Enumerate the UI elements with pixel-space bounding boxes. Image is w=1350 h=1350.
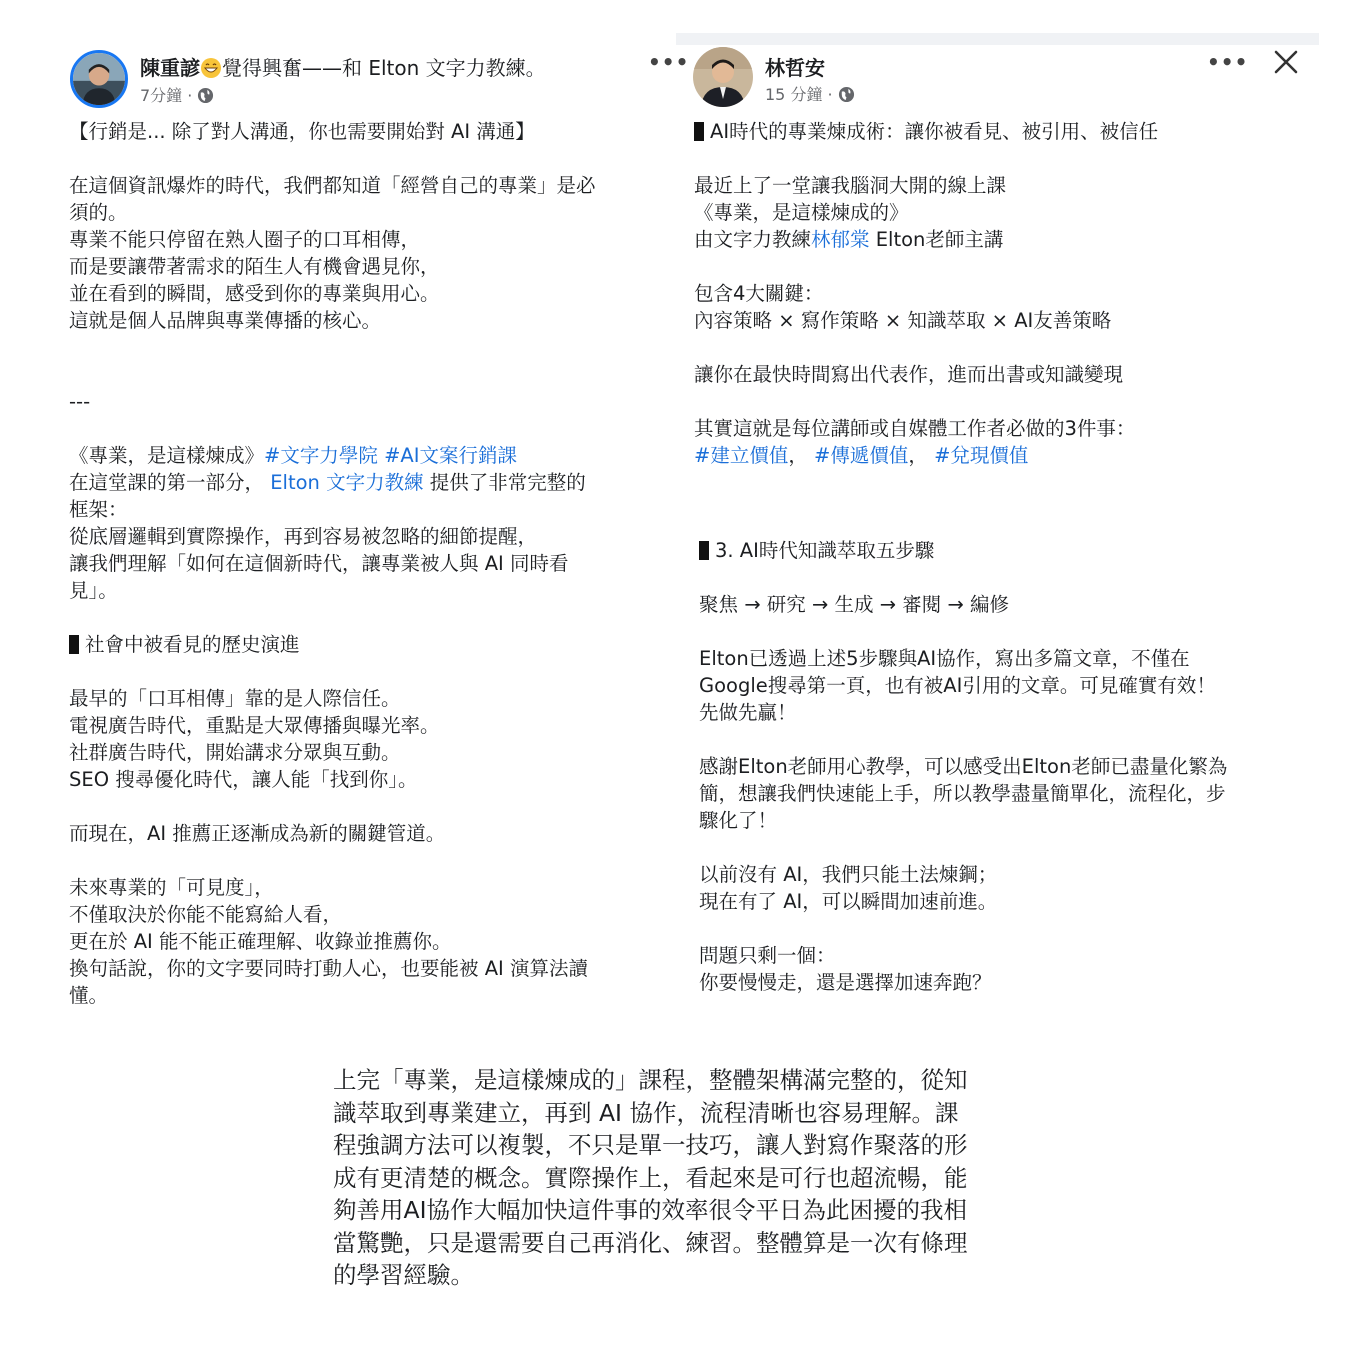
post-line: 未來專業的「可見度」，: [69, 876, 274, 899]
post-line: [694, 226, 1158, 253]
review-line: 識萃取到專業建立，再到 AI 協作，流程清晰也容易理解。課: [333, 1098, 959, 1127]
post-line: 問題只剩一個：: [699, 944, 836, 967]
post-line: 專業不能只停留在熟人圈子的口耳相傳，: [69, 228, 421, 251]
meta-separator: ·: [822, 85, 838, 104]
post-line: 框架：: [69, 498, 128, 521]
hashtag-link[interactable]: #建立價值: [694, 444, 789, 467]
post-line: Elton已透過上述5步驟與AI協作，寫出多篇文章，不僅在: [699, 647, 1190, 670]
right-post-body-continued: [699, 537, 1227, 996]
section-heading-text: 社會中被看見的歷史演進: [85, 633, 300, 656]
text-segment: ，: [908, 444, 935, 467]
post-line: 驟化了！: [699, 809, 778, 832]
left-post-body: [69, 118, 596, 1009]
section-heading: [699, 537, 1227, 564]
more-options-icon[interactable]: •••: [648, 50, 690, 74]
post-line: 換句話說，你的文字要同時打動人心，也要能被 AI 演算法讀: [69, 957, 588, 980]
more-options-icon[interactable]: •••: [1207, 50, 1249, 74]
post-meta: [140, 83, 214, 106]
text-segment: 由文字力教練: [694, 228, 812, 251]
review-line: 程強調方法可以複製，不只是單一技巧，讓人對寫作聚落的形: [333, 1131, 968, 1159]
post-line: 包含4大關鍵：: [694, 282, 824, 305]
hashtag-link[interactable]: #AI文案行銷課: [384, 444, 517, 467]
post-line: 須的。: [69, 201, 128, 224]
right-post-body: [694, 118, 1158, 469]
close-icon[interactable]: [1270, 46, 1302, 78]
meta-separator: ·: [182, 86, 198, 105]
section-heading-text: AI時代的專業煉成術：讓你被看見、被引用、被信任: [710, 120, 1159, 143]
post-line: 懂。: [69, 984, 109, 1007]
post-time[interactable]: 7分鐘: [140, 86, 183, 105]
author-name[interactable]: 陳重諺: [140, 56, 200, 80]
post-meta: [765, 82, 855, 105]
globe-icon: [838, 86, 855, 103]
review-line: 夠善用AI協作大幅加快這件事的效率很令平日為此困擾的我相: [333, 1196, 968, 1224]
post-line: 電視廣告時代，重點是大眾傳播與曝光率。: [69, 714, 440, 737]
left-post-header: [140, 52, 546, 81]
post-line: 內容策略 × 寫作策略 × 知識萃取 × AI友善策略: [694, 309, 1112, 332]
post-line: Google搜尋第一頁，也有被AI引用的文章。可見確實有效！: [699, 674, 1216, 697]
post-line: 在這個資訊爆炸的時代，我們都知道「經營自己的專業」是必: [69, 174, 596, 197]
post-line: 最近上了一堂讓我腦洞大開的線上課: [694, 174, 1007, 197]
post-line: 其實這就是每位講師或自媒體工作者必做的3件事：: [694, 417, 1136, 440]
text-segment: ，: [788, 444, 815, 467]
grinning-face-emoji-icon: [200, 57, 222, 79]
post-line: 不僅取決於你能不能寫給人看，: [69, 903, 343, 926]
mention-link[interactable]: Elton 文字力教練: [270, 471, 424, 494]
top-divider-strip: [676, 33, 1319, 45]
text-segment: Elton老師主講: [869, 228, 1004, 251]
post-line: 讓我們理解「如何在這個新時代，讓專業被人與 AI 同時看: [69, 552, 569, 575]
section-heading: [694, 118, 1158, 145]
avatar-photo: [73, 53, 125, 105]
post-line: 從底層邏輯到實際操作，再到容易被忽略的細節提醒，: [69, 525, 538, 548]
post-line: 感謝Elton老師用心教學，可以感受出Elton老師已盡量化繁為: [699, 755, 1228, 778]
post-line: 簡，想讓我們快速能上手，所以教學盡量簡單化，流程化，步: [699, 782, 1226, 805]
review-text: [333, 1064, 968, 1292]
review-line: 上完「專業，是這樣煉成的」課程，整體架構滿完整的，從知: [333, 1066, 968, 1094]
black-square-icon: [694, 122, 704, 141]
post-line: 而是要讓帶著需求的陌生人有機會遇見你，: [69, 255, 440, 278]
avatar[interactable]: [70, 50, 128, 108]
black-square-icon: [699, 541, 709, 560]
black-square-icon: [69, 635, 79, 654]
text-segment: 在這堂課的第一部分，: [69, 471, 265, 494]
post-line: 聚焦 → 研究 → 生成 → 審閱 → 編修: [699, 593, 1009, 616]
post-line: 社群廣告時代，開始講求分眾與互動。: [69, 741, 401, 764]
post-line: 讓你在最快時間寫出代表作，進而出書或知識變現: [694, 363, 1124, 386]
post-time[interactable]: 15 分鐘: [765, 85, 823, 104]
globe-icon: [197, 87, 214, 104]
review-line: 當驚艷，只是還需要自己再消化、練習。整體算是一次有條理: [333, 1228, 968, 1257]
post-line: 《專業，是這樣煉成的》: [694, 201, 909, 224]
post-line: 最早的「口耳相傳」靠的是人際信任。: [69, 687, 401, 710]
section-heading: [69, 631, 596, 658]
feeling-text: 覺得興奮——和 Elton 文字力教練。: [222, 56, 546, 80]
post-line: ---: [69, 390, 91, 413]
mention-link[interactable]: 林郁棠: [811, 228, 870, 251]
post-line: 你要慢慢走，還是選擇加速奔跑？: [699, 971, 992, 994]
post-line: 先做先贏！: [699, 701, 797, 724]
post-line: 【行銷是... 除了對人溝通，你也需要開始對 AI 溝通】: [69, 120, 535, 143]
post-line: [69, 442, 596, 469]
post-line: 更在於 AI 能不能正確理解、收錄並推薦你。: [69, 930, 452, 953]
section-heading-text: 3. AI時代知識萃取五步驟: [715, 539, 935, 562]
post-line: [69, 469, 596, 496]
hashtag-link[interactable]: #傳遞價值: [814, 444, 909, 467]
post-line: 並在看到的瞬間，感受到你的專業與用心。: [69, 282, 440, 305]
post-line: 這就是個人品牌與專業傳播的核心。: [69, 309, 382, 332]
author-name[interactable]: 林哲安: [765, 56, 825, 80]
post-line: 現在有了 AI，可以瞬間加速前進。: [699, 890, 998, 913]
hashtag-link[interactable]: #兌現價值: [934, 444, 1029, 467]
post-line: 而現在，AI 推薦正逐漸成為新的關鍵管道。: [69, 822, 446, 845]
post-line: 見」。: [69, 579, 118, 602]
text-segment: 提供了非常完整的: [423, 471, 586, 494]
hashtag-line: [694, 442, 1158, 469]
review-line: 成有更清楚的概念。實際操作上，看起來是可行也超流暢，能: [333, 1163, 968, 1192]
post-line: SEO 搜尋優化時代，讓人能「找到你」。: [69, 768, 418, 791]
post-line: 以前沒有 AI，我們只能土法煉鋼；: [699, 863, 998, 886]
hashtag-link[interactable]: #文字力學院: [264, 444, 378, 467]
avatar-photo: [693, 47, 753, 107]
review-line: 的學習經驗。: [333, 1261, 474, 1289]
course-title: 《專業，是這樣煉成》: [69, 444, 265, 467]
avatar[interactable]: [693, 47, 753, 107]
